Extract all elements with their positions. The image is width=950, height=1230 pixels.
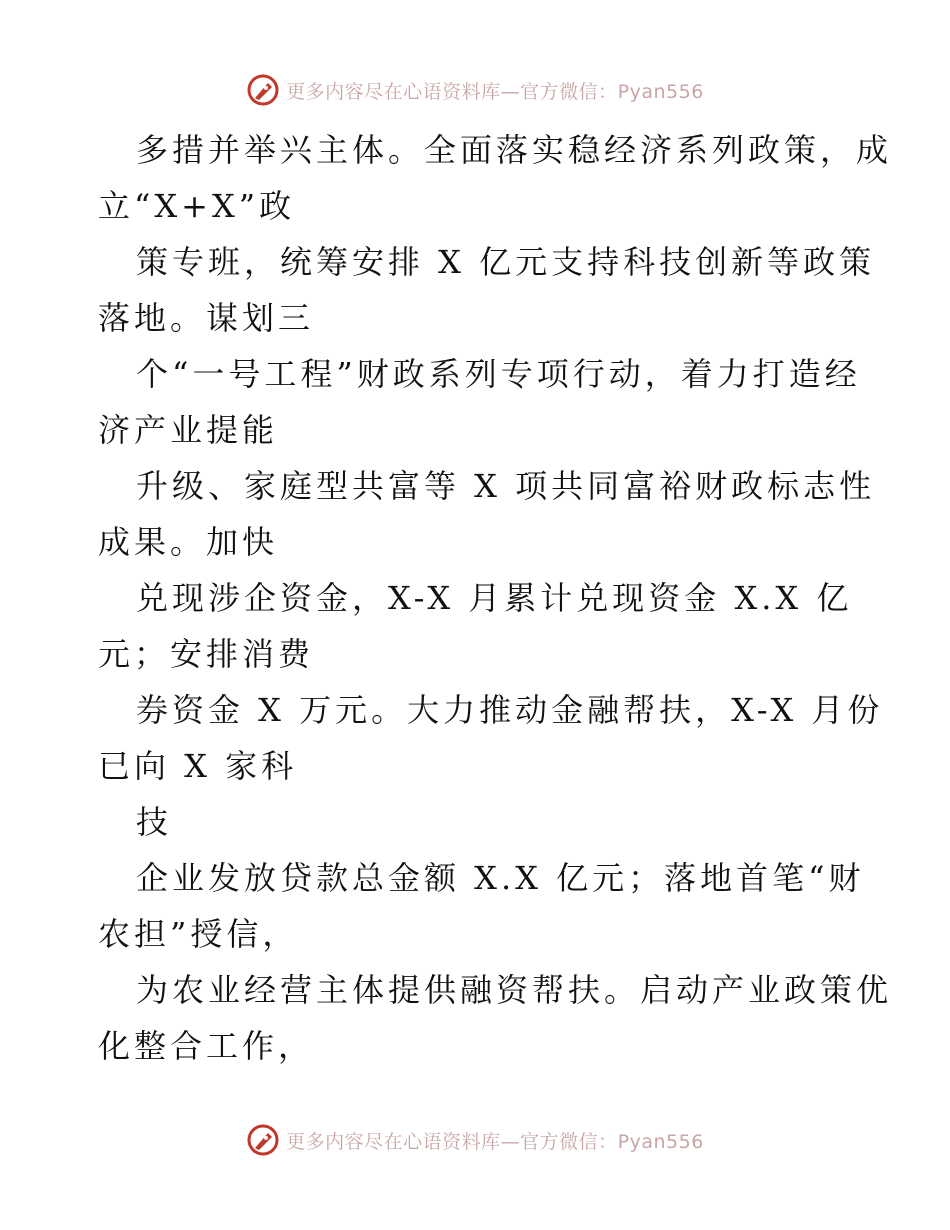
pen-nib-logo-icon xyxy=(246,1123,280,1157)
footer-watermark xyxy=(0,1120,950,1160)
watermark-text: 更多内容尽在心语资料库—官方微信：Pyan556 xyxy=(286,80,704,103)
text-line: 策专班，统筹安排 X 亿元支持科技创新等政策 xyxy=(136,243,876,281)
pen-nib-logo-icon xyxy=(246,73,280,107)
text-line: 技 xyxy=(136,803,173,841)
text-line: 济产业提能 xyxy=(98,411,279,449)
watermark-text: 更多内容尽在心语资料库—官方微信：Pyan556 xyxy=(286,1130,704,1153)
text-line: 企业发放贷款总金额 X.X 亿元；落地首笔“财 xyxy=(136,859,865,897)
text-line: 成果。加快 xyxy=(98,523,279,561)
header-watermark xyxy=(0,70,950,110)
text-line: 化整合工作， xyxy=(98,1027,315,1065)
text-line: 兑现涉企资金，X-X 月累计兑现资金 X.X 亿 xyxy=(136,579,853,617)
text-line: 券资金 X 万元。大力推动金融帮扶，X-X 月份 xyxy=(136,691,884,729)
text-line: 立“X+X”政 xyxy=(98,187,296,225)
text-line: 农担”授信， xyxy=(98,915,299,953)
text-line: 为农业经营主体提供融资帮扶。启动产业政策优 xyxy=(136,971,893,1009)
text-line: 个“一号工程”财政系列专项行动，着力打造经 xyxy=(136,355,861,393)
text-line: 多措并举兴主体。全面落实稳经济系列政策，成 xyxy=(136,131,893,169)
text-line: 元；安排消费 xyxy=(98,635,315,673)
text-line: 已向 X 家科 xyxy=(98,747,298,785)
document-body xyxy=(98,122,893,1074)
text-line: 落地。谋划三 xyxy=(98,299,315,337)
text-line: 升级、家庭型共富等 X 项共同富裕财政标志性 xyxy=(136,467,876,505)
